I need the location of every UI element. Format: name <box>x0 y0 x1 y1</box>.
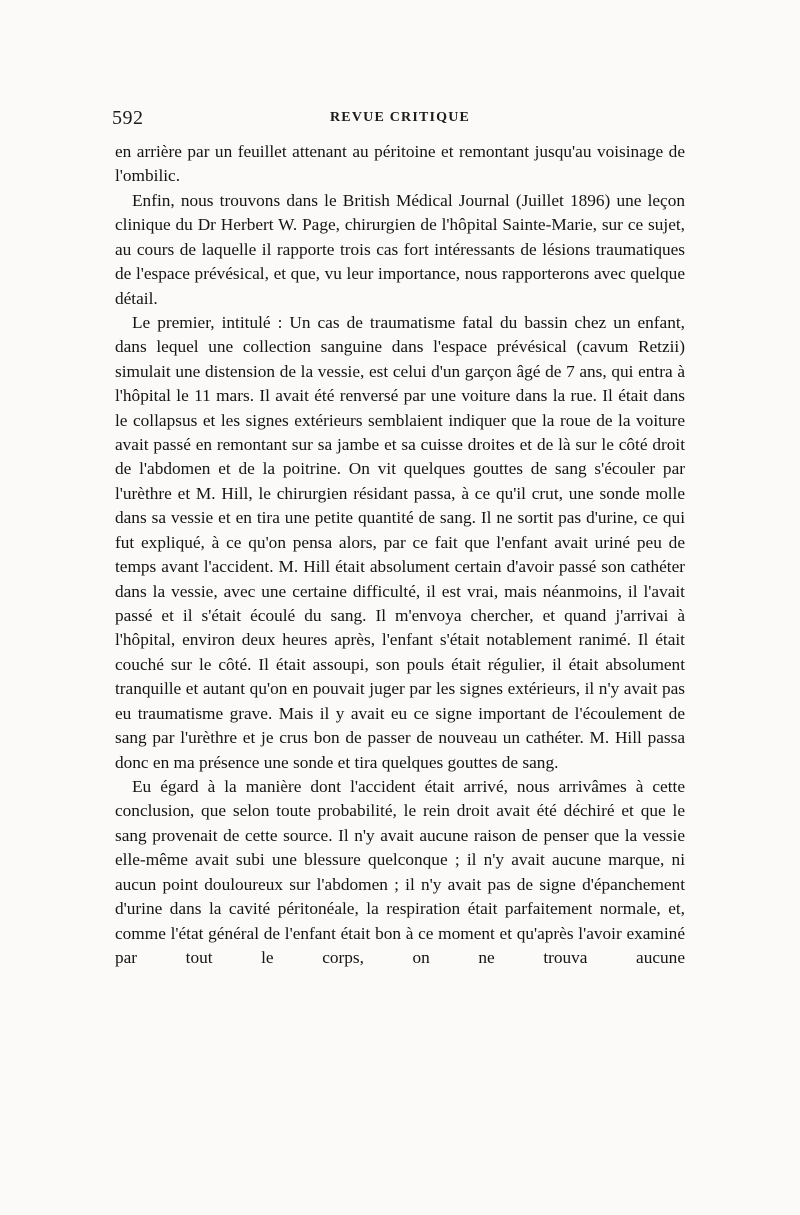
page-number: 592 <box>112 107 144 129</box>
paragraph-continuation: en arrière par un feuillet attenant au péritoine et remontant jusqu'au voisinage de l'ombilic. <box>115 142 685 186</box>
page-header <box>112 107 697 133</box>
paragraph-first-case: Le premier, intitulé : Un cas de traumatisme fatal du bassin chez un enfant, dans lequel une collection sanguine dans l'espace prévésical (cavum Retzii) simulait une distension de la vessie, est celui d'un garçon âgé de 7 ans, qui entra à l'hôpital le 11 mars. Il avait été renversé par une voiture dans la rue. Il était dans le collapsus et les signes extérieurs semblaient indiquer que la roue de la voiture avait passé en remontant sur sa jambe et sa cuisse droites et de là sur le côté droit de l'abdomen et de la poitrine. On vit quelques gouttes de sang s'écouler par l'urèthre et M. Hill, le chirurgien résidant passa, à ce qu'il crut, une sonde molle dans sa vessie et en tira une petite quantité de sang. Il ne sortit pas d'urine, ce qui fut expliqué, à ce qu'on pensa alors, par ce fait que l'enfant avait uriné peu de temps avant l'accident. M. Hill était absolument certain d'avoir passé son cathéter dans la vessie, avec une certaine difficulté, il est vrai, mais néanmoins, il l'avait passé et il s'était écoulé du sang. Il m'envoya chercher, et quand j'arrivai à l'hôpital, environ deux heures après, l'enfant s'était notablement ranimé. Il était couché sur le côté. Il était assoupi, son pouls était régulier, il était absolument tranquille et autant qu'on en pouvait juger par les signes extérieurs, il n'y avait pas eu traumatisme grave. Mais il y avait eu ce signe important de l'écoulement de sang par l'urèthre et je crus bon de passer de nouveau un cathéter. M. Hill passa donc en ma présence une sonde et tira quelques gouttes de sang. <box>115 312 685 772</box>
body-text <box>115 140 685 970</box>
paragraph-british-medical-journal: Enfin, nous trouvons dans le British Médical Journal (Juillet 1896) une leçon clinique du Dr Herbert W. Page, chirurgien de l'hôpital Sainte-Marie, sur ce sujet, au cours de laquelle il rapporte trois cas fort intéressants de lésions traumatiques de l'espace prévésical, et que, vu leur importance, nous rapporterons avec quelque détail. <box>115 190 685 308</box>
running-title: REVUE CRITIQUE <box>330 110 471 125</box>
paragraph-conclusion: Eu égard à la manière dont l'accident était arrivé, nous arrivâmes à cette conclusion, que selon toute probabilité, le rein droit avait été déchiré et que le sang provenait de cette source. Il n'y avait aucune raison de penser que la vessie elle-même avait subi une blessure quelconque ; il n'y avait aucune marque, ni aucun point douloureux sur l'abdomen ; il n'y avait pas de signe d'épanchement d'urine dans la cavité péritonéale, la respiration était parfaitement normale, et, comme l'état général de l'enfant était bon à ce moment et qu'après l'avoir examiné par tout le corps, on ne trouva aucune <box>115 776 685 967</box>
